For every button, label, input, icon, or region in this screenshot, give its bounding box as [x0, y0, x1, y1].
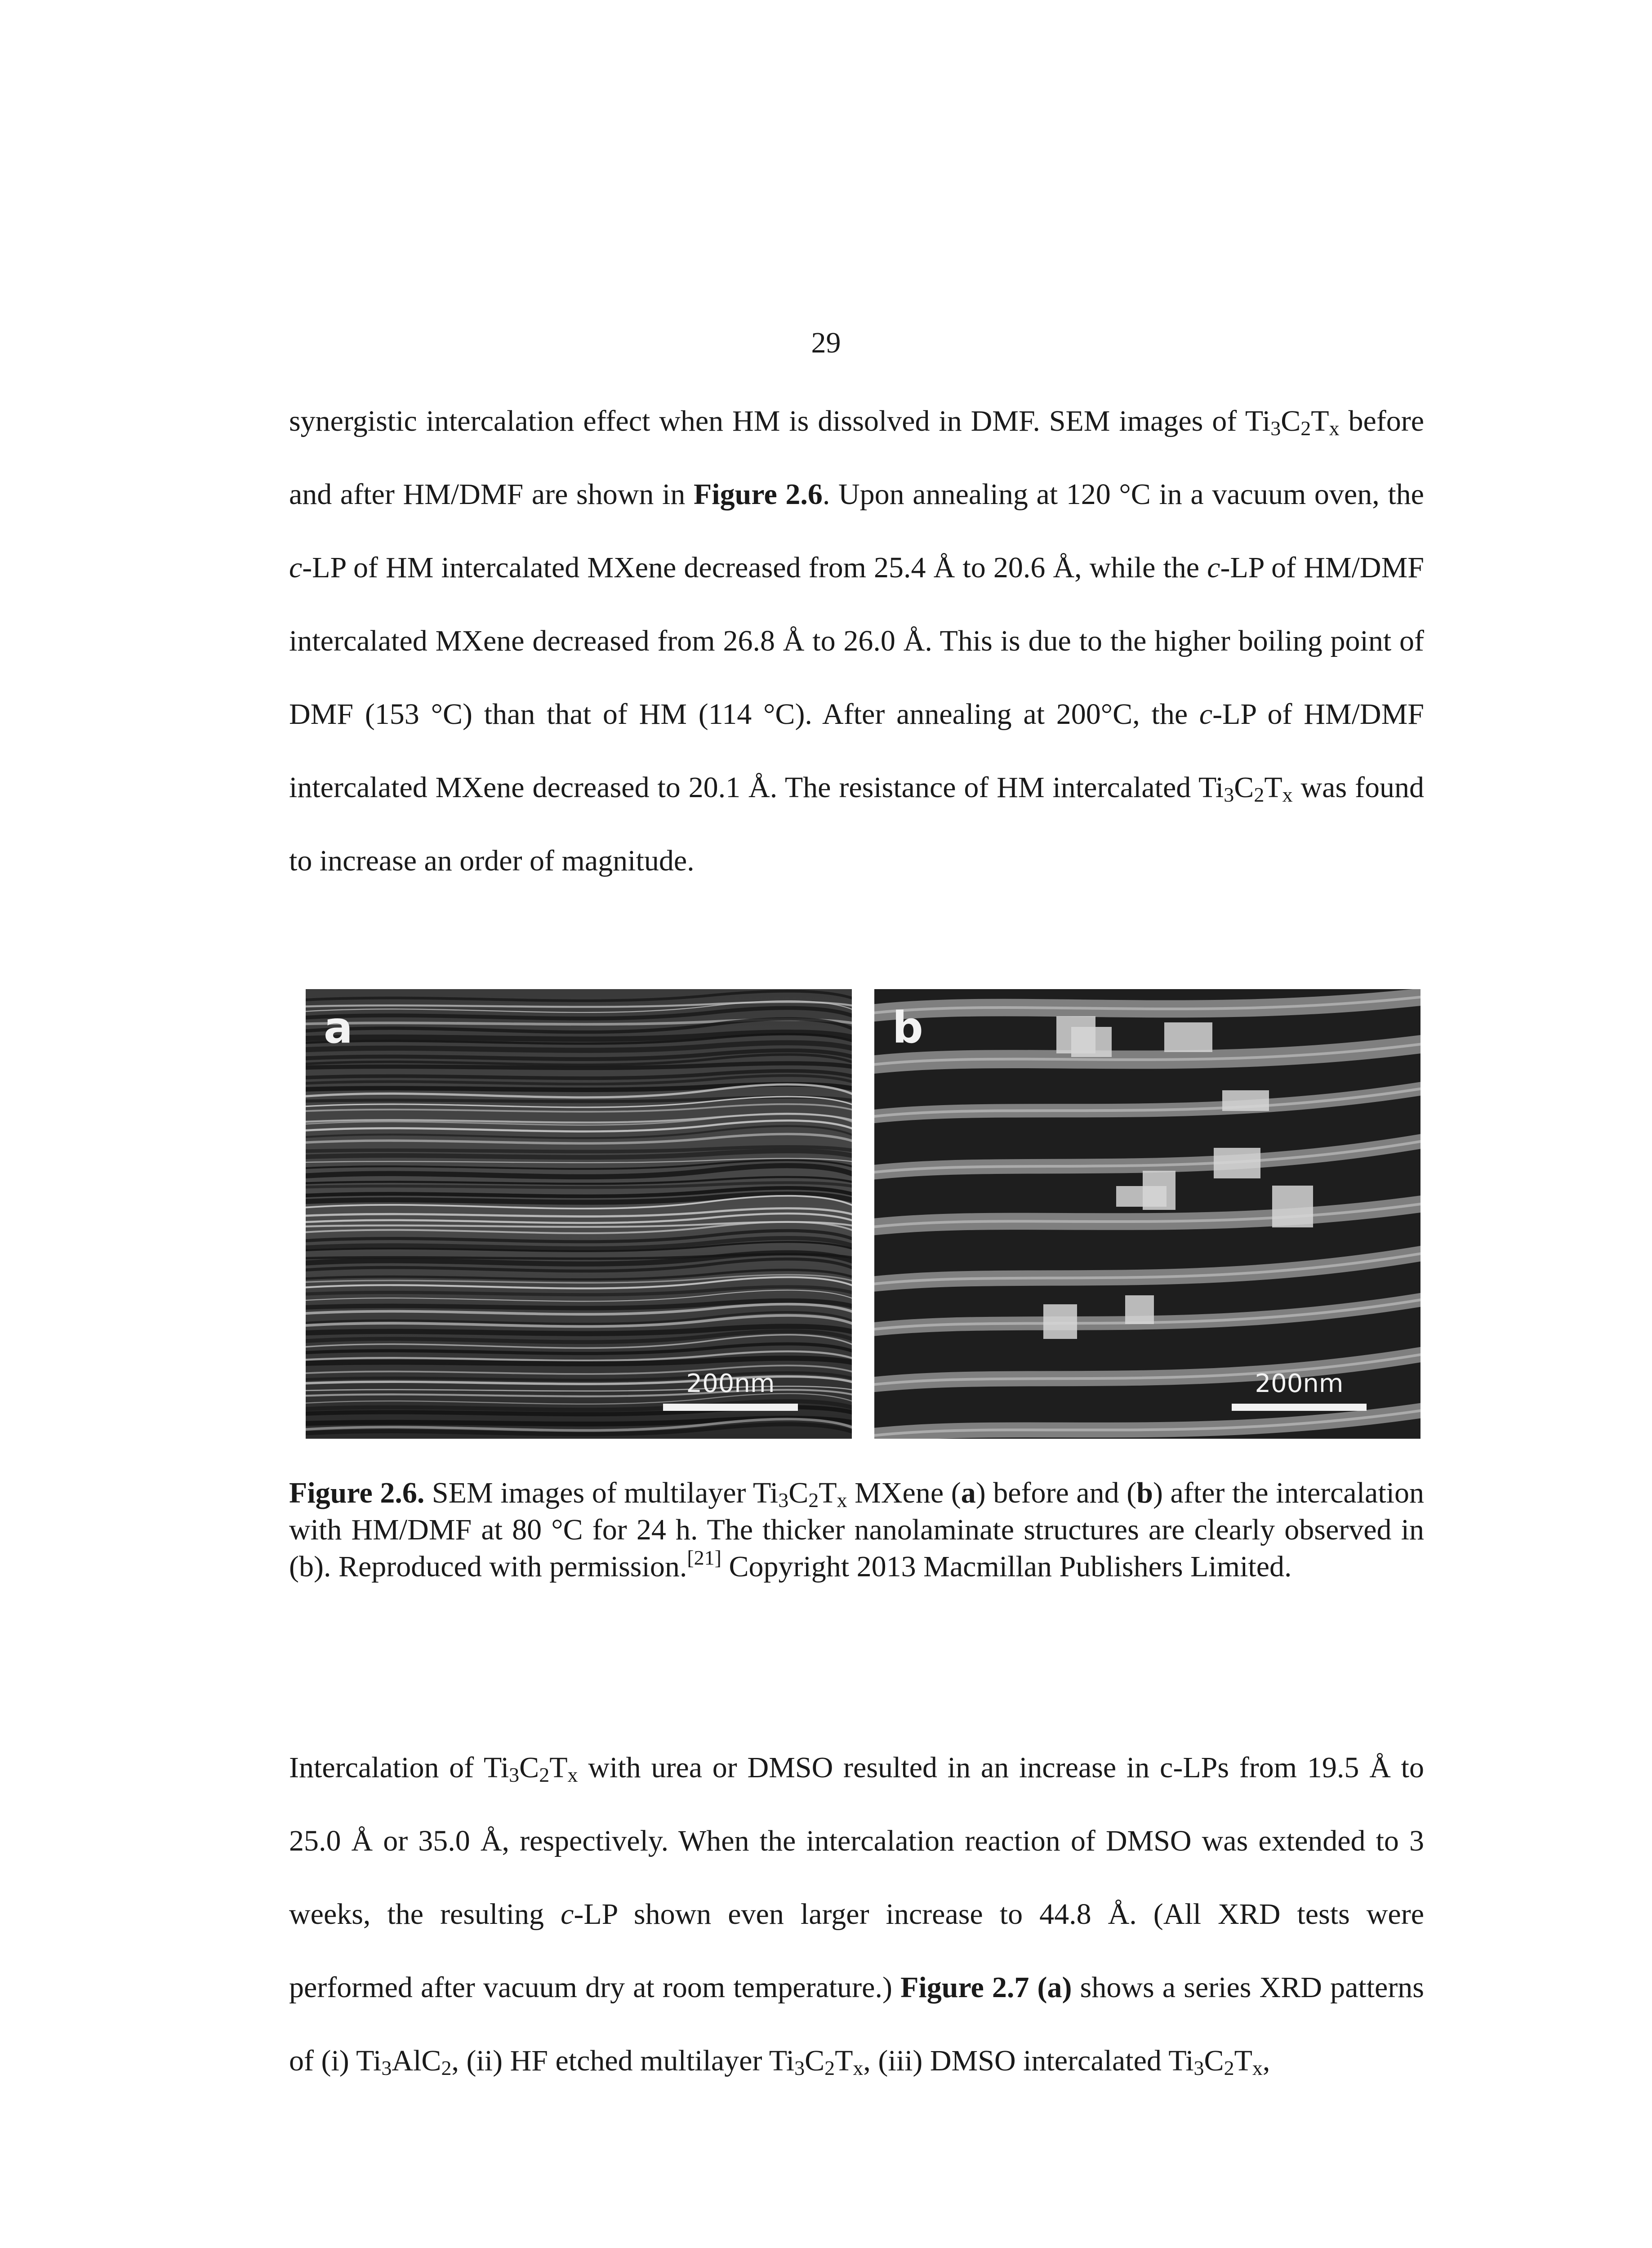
sem-pillar-b [1125, 1295, 1154, 1324]
figure-reference: Figure 2.7 (a) [900, 1971, 1072, 2004]
sem-pillar-b [1164, 1022, 1212, 1052]
sem-pillar-b [1214, 1148, 1260, 1178]
scale-bar-a [663, 1404, 798, 1411]
scale-bar-label-b: 200nm [1255, 1369, 1344, 1398]
body-paragraph-2 [289, 1731, 1424, 2097]
figure-reference: Figure 2.6 [693, 478, 823, 511]
figure-caption: Figure 2.6. SEM images of multilayer $Ti_3C_2T_x$ MXene (a) before and (b) after the intercalation with HM/DMF at 80 °C for 24 h. The thicker nanolaminate structures are clearly observed in (b). Reproduced with permission.[21] Copyright 2013 Macmillan Publishers Limited. [289, 1476, 1424, 1583]
sem-figure [306, 989, 1420, 1439]
sem-pillar-b [1222, 1090, 1269, 1111]
paragraph-text: synergistic intercalation effect when HM is dissolved in DMF. SEM images of $Ti_3C_2T_x$ before and after HM/DMF are shown in Figure 2.6. Upon annealing at 120 °C in a vacuum oven, the c-LP of HM intercalated MXene decreased from 25.4 Å to 20.6 Å, while the c-LP of HM/DMF intercalated MXene decreased from 26.8 Å to 26.0 Å. This is due to the higher boiling point of DMF (153 °C) than that of HM (114 °C). After annealing at 200°C, the c-LP of HM/DMF intercalated MXene decreased to 20.1 Å. The resistance of HM intercalated $Ti_3C_2T_x$ was found to increase an order of magnitude. [289, 405, 1424, 877]
paragraph-text: Intercalation of $Ti_3C_2T_x$ with urea or DMSO resulted in an increase in c-LPs from 19.5 Å to 25.0 Å or 35.0 Å, respectively. When the intercalation reaction of DMSO was extended to 3 weeks, the resulting c-LP shown even larger increase to 44.8 Å. (All XRD tests were performed after vacuum dry at room temperature.) Figure 2.7 (a) shows a series XRD patterns of (i) $Ti_3AlC_2$, (ii) HF etched multilayer $Ti_3C_2T_x$, (iii) DMSO intercalated $Ti_3C_2T_x$, [289, 1751, 1424, 2079]
scale-bar-b [1232, 1404, 1367, 1411]
caption-label: Figure 2.6. [289, 1476, 425, 1509]
sem-pillar-b [1272, 1186, 1313, 1227]
citation-ref: [21] [687, 1546, 721, 1569]
panel-label-a: a [324, 1003, 353, 1053]
page-number: 29 [811, 326, 841, 359]
sem-pillar-b [1043, 1304, 1077, 1339]
scale-bar-label-a: 200nm [686, 1369, 775, 1398]
sem-image-b [874, 989, 1420, 1439]
sem-pillar-b [1071, 1027, 1112, 1057]
sem-pillar-b [1143, 1171, 1176, 1210]
sem-image-a [306, 989, 852, 1439]
panel-label-b: b [892, 1003, 923, 1053]
body-paragraph-1 [289, 384, 1424, 897]
